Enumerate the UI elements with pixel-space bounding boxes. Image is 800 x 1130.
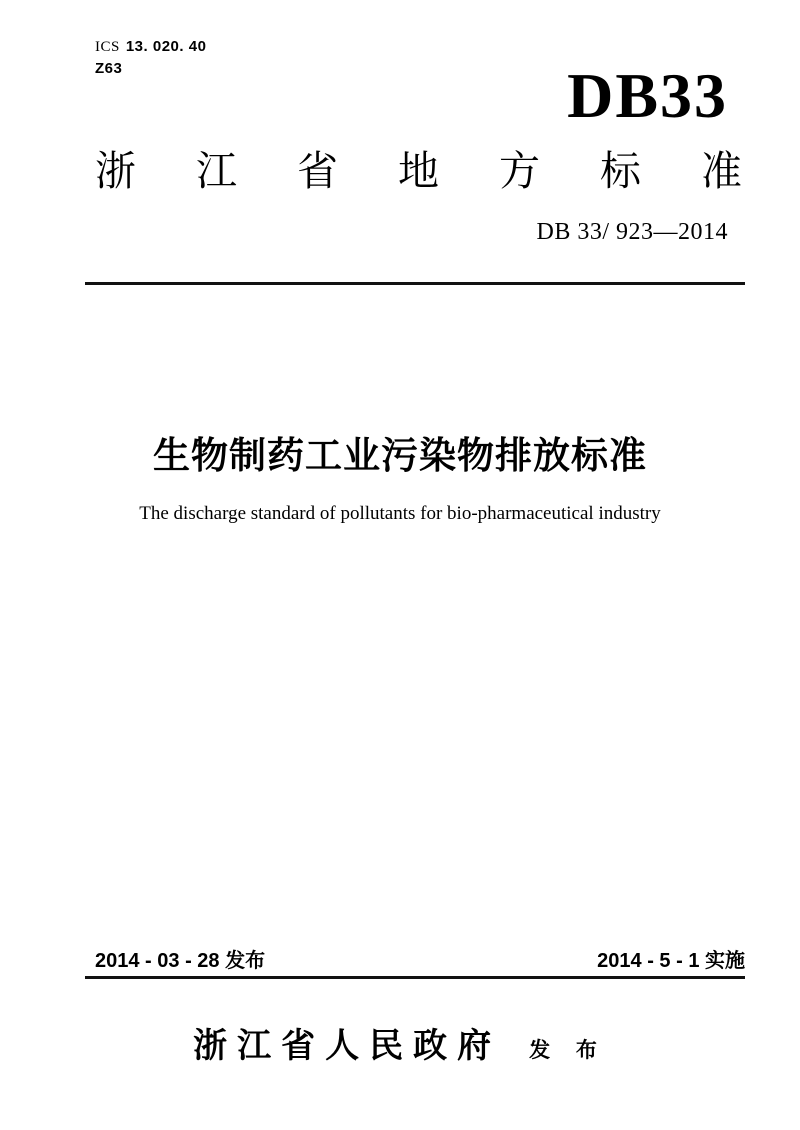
standard-name-char: 准 xyxy=(701,148,742,194)
db33-logo: DB33 xyxy=(567,60,728,131)
publish-label: 发 布 xyxy=(529,1039,607,1062)
document-title-cn: 生物制药工业污染物排放标准 xyxy=(153,435,647,476)
ics-code: 13. 020. 40 xyxy=(125,38,207,55)
doc-class-code: Z63 xyxy=(95,60,123,77)
standard-name-char: 江 xyxy=(196,148,237,194)
standard-name-char: 省 xyxy=(297,148,338,194)
ics-block xyxy=(95,36,206,80)
publisher-name: 浙江省人民政府 xyxy=(193,1027,502,1065)
standard-number: DB 33/ 923—2014 xyxy=(536,219,728,245)
publisher-row xyxy=(0,1026,800,1066)
standard-name-row xyxy=(95,147,742,195)
ics-line xyxy=(95,36,206,58)
standard-name-char: 地 xyxy=(398,148,439,194)
standard-name-char: 浙 xyxy=(95,148,136,194)
document-title-en: The discharge standard of pollutants for bio-pharmaceutical industry xyxy=(139,503,661,524)
ics-label: ICS xyxy=(95,39,120,55)
header-divider-line xyxy=(85,282,745,285)
standard-name-char: 方 xyxy=(499,148,540,194)
implement-date: 2014 - 5 - 1 实施 xyxy=(597,950,745,972)
issue-date: 2014 - 03 - 28 发布 xyxy=(95,950,266,972)
standard-name-char: 标 xyxy=(600,148,641,194)
dates-row xyxy=(85,949,745,979)
